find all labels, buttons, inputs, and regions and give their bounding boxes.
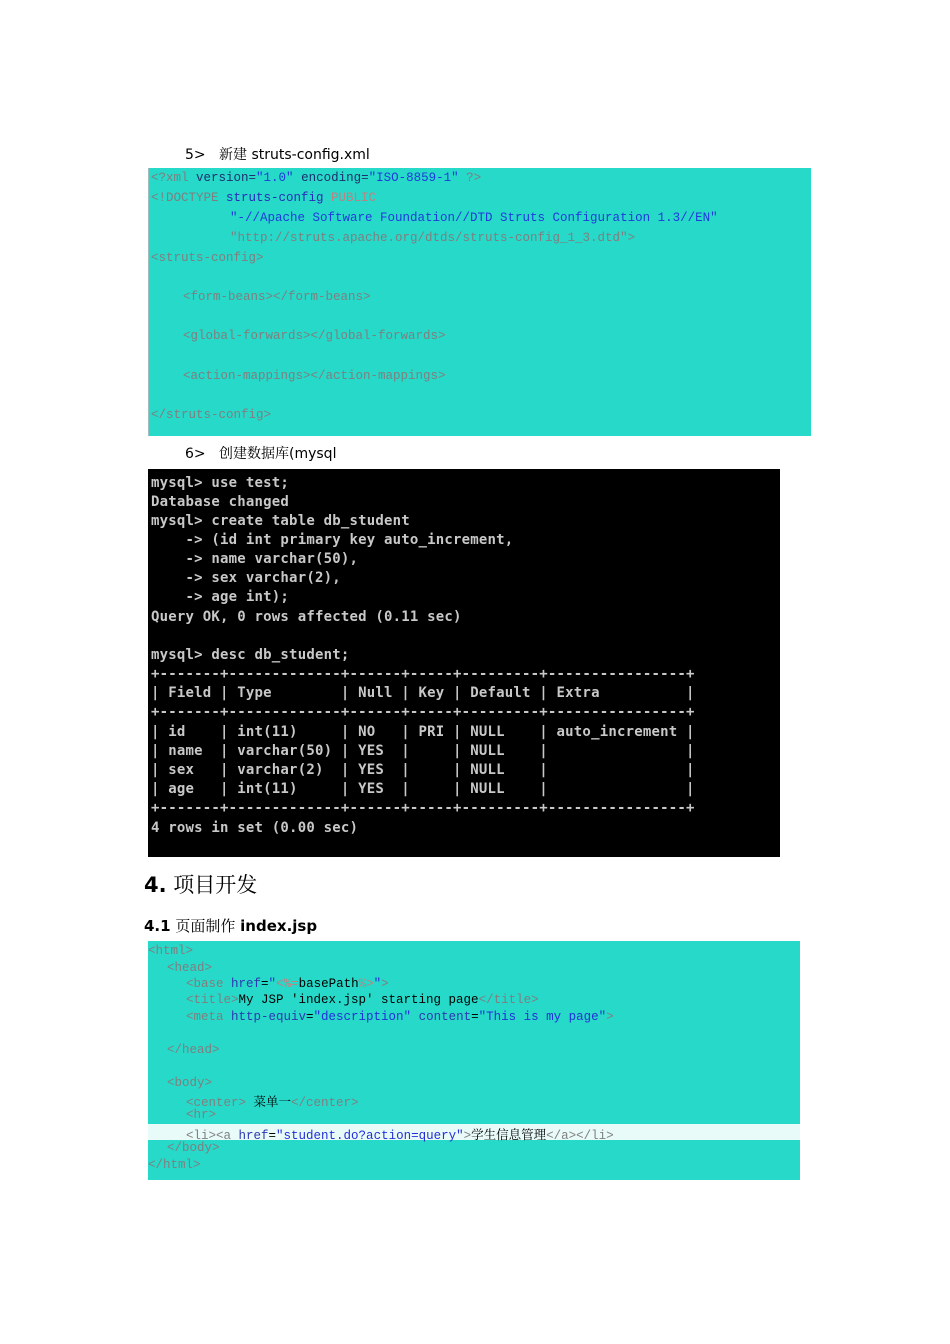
terminal-line: 4 rows in set (0.00 sec): [151, 820, 359, 836]
terminal-line: +-------+-------------+------+-----+---------+----------------+: [151, 666, 695, 682]
step-label: 创建数据库(mysql: [219, 446, 337, 462]
section-title: 项目开发: [173, 873, 258, 897]
terminal-line: mysql> create table db_student: [151, 513, 410, 529]
code-line: <body>: [167, 1076, 213, 1090]
code-line: </html>: [148, 1158, 201, 1172]
subsection-heading: [144, 915, 317, 936]
step-6-heading: [185, 443, 336, 463]
code-line: "-//Apache Software Foundation//DTD Struts Configuration 1.3//EN": [230, 211, 718, 225]
code-line: <html>: [148, 944, 194, 958]
terminal-line: mysql> use test;: [151, 475, 290, 491]
code-line: <li><a href="student.do?action=query">学生信息管理</a></li>: [186, 1129, 614, 1143]
terminal-line: -> sex varchar(2),: [151, 570, 341, 586]
code-line: </body>: [167, 1141, 220, 1155]
code-line: <!DOCTYPE struts-config PUBLIC: [151, 191, 377, 205]
code-line: <action-mappings></action-mappings>: [183, 369, 446, 383]
step-number: 6>: [185, 446, 206, 462]
code-line: <?xml version="1.0" encoding="ISO-8859-1" ?>: [151, 171, 482, 185]
code-line: </struts-config>: [151, 408, 272, 422]
terminal-line: -> name varchar(50),: [151, 551, 359, 567]
code-line: <hr>: [186, 1108, 217, 1122]
terminal-line: Query OK, 0 rows affected (0.11 sec): [151, 609, 462, 625]
code-line: "http://struts.apache.org/dtds/struts-config_1_3.dtd">: [230, 231, 636, 245]
code-line: <struts-config>: [151, 251, 264, 265]
terminal-line: -> (id int primary key auto_increment,: [151, 532, 514, 548]
subsection-file: index.jsp: [240, 917, 318, 935]
code-line: <title>My JSP 'index.jsp' starting page</title>: [186, 993, 539, 1007]
terminal-line: | Field | Type | Null | Key | Default | Extra |: [151, 685, 695, 701]
struts-config-code-block: [148, 168, 811, 436]
subsection-number: 4.1: [144, 917, 171, 935]
mysql-terminal: [148, 469, 780, 857]
terminal-line: | name | varchar(50) | YES | | NULL | |: [151, 743, 695, 759]
index-jsp-code-block: [148, 941, 800, 1180]
terminal-line: | sex | varchar(2) | YES | | NULL | |: [151, 762, 695, 778]
code-line: <form-beans></form-beans>: [183, 290, 371, 304]
terminal-line: +-------+-------------+------+-----+---------+----------------+: [151, 704, 695, 720]
terminal-line: | id | int(11) | NO | PRI | NULL | auto_increment |: [151, 724, 695, 740]
terminal-line: Database changed: [151, 494, 290, 510]
step-label: 新建 struts-config.xml: [219, 147, 370, 163]
subsection-title: 页面制作: [175, 917, 236, 935]
step-5-heading: [185, 144, 370, 164]
section-heading: [144, 869, 257, 899]
code-line: <meta http-equiv="description" content="This is my page">: [186, 1010, 614, 1024]
terminal-line: +-------+-------------+------+-----+---------+----------------+: [151, 800, 695, 816]
code-line: </head>: [167, 1043, 220, 1057]
code-line: <center> 菜单一</center>: [186, 1096, 359, 1110]
code-line: <base href="<%=basePath%>">: [186, 977, 389, 991]
terminal-line: mysql> desc db_student;: [151, 647, 350, 663]
step-number: 5>: [185, 147, 206, 163]
section-number: 4.: [144, 873, 167, 897]
code-line: <global-forwards></global-forwards>: [183, 329, 446, 343]
terminal-line: | age | int(11) | YES | | NULL | |: [151, 781, 695, 797]
code-line: <head>: [167, 961, 213, 975]
terminal-line: -> age int);: [151, 589, 290, 605]
